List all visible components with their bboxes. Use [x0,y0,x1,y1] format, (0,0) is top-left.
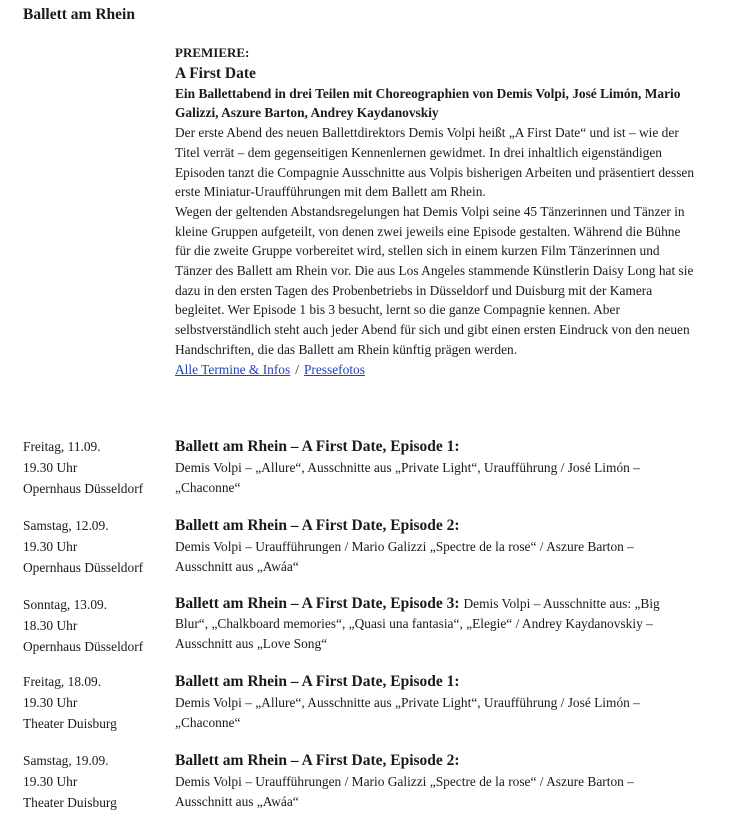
premiere-subtitle: Ein Ballettabend in drei Teilen mit Choreographien von Demis Volpi, José Limón, Mario Galizzi, Aszure Barton, Andrey Kaydanovskiy [175,85,681,121]
event-venue: Opernhaus Düsseldorf [23,639,144,654]
premiere-paragraph-2: Wegen der geltenden Abstandsregelungen hat Demis Volpi seine 45 Tänzerinnen und Tänzer in kleine Gruppen aufgeteilt, von denen zwei jeweils eine Episode gestalten. Während die Bühne für die zweite Gruppe vorbereitet wird, stellen sich in einem kurzen Film Tänzerinnen und Tänzer des Ballett am Rhein vor. Die aus Los Angeles stammende Künstlerin Daisy Long hat sie dazu in den ersten Tagen des Probenbetriebs in Düsseldorf und Duisburg mit der Kamera begleitet. Wer Episode 1 bis 3 besucht, lernt so die ganze Compagnie kennen. Aber selbstverständlich steht auch jeder Abend für sich und gibt einen ersten Eindruck von den neuen Handschriften, die das Ballett am Rhein künftig prägen werden. [175,203,694,357]
event-when [23,750,173,813]
event-date: Samstag, 19.09. [23,753,109,768]
event-title: Ballett am Rhein – A First Date, Episode 3: [175,595,464,612]
premiere-label: PREMIERE: [175,45,250,60]
event-title: Ballett am Rhein – A First Date, Episode 2: [175,752,460,769]
link-pressefotos[interactable]: Pressefotos [303,361,365,377]
event-date: Sonntag, 13.09. [23,597,108,612]
event-details [175,515,665,577]
event-description: Demis Volpi – Uraufführungen / Mario Galizzi „Spectre de la rose“ / Aszure Barton – Ausschnitt aus „Awáa“ [175,774,634,809]
event-time: 19.30 Uhr [23,539,78,554]
event-date: Freitag, 18.09. [23,674,102,689]
event-venue: Opernhaus Düsseldorf [23,481,144,496]
event-description: Demis Volpi – Uraufführungen / Mario Galizzi „Spectre de la rose“ / Aszure Barton – Ausschnitt aus „Awáa“ [175,539,634,574]
link-separator: / [295,361,299,377]
event-when [23,594,173,657]
event-description: Demis Volpi – „Allure“, Ausschnitte aus „Private Light“, Uraufführung / José Limón – „Chaconne“ [175,460,640,495]
event-time: 18.30 Uhr [23,618,78,633]
event-venue: Theater Duisburg [23,795,117,810]
event-time: 19.30 Uhr [23,695,78,710]
event-time: 19.30 Uhr [23,460,78,475]
link-alle-termine[interactable]: Alle Termine & Infos [175,361,291,377]
event-details [175,436,665,498]
event-when [23,515,173,578]
event-venue: Opernhaus Düsseldorf [23,560,144,575]
event-description: Demis Volpi – Ausschnitte aus: „Big Blur“, „Chalkboard memories“, „Quasi una fantasia“, „Elegie“ / Andrey Kaydanovskiy – Ausschnitt aus „Love Song“ [175,596,660,651]
premiere-paragraph-1: Der erste Abend des neuen Ballettdirektors Demis Volpi heißt „A First Date“ und ist – wie der Titel verrät – dem gegenseitigen Kennenlernen gewidmet. In drei inhaltlich eigenständigen Episoden tanzt die Compagnie Ausschnitte aus Volpis bisherigen Arbeiten und präsentiert dessen erste Miniatur-Uraufführungen mit dem Ballett am Rhein. [175,125,695,200]
event-title: Ballett am Rhein – A First Date, Episode 1: [175,673,460,690]
page-title: Ballett am Rhein [23,6,135,23]
event-when [23,436,173,499]
event-details [175,594,665,654]
event-description: Demis Volpi – „Allure“, Ausschnitte aus „Private Light“, Uraufführung / José Limón – „Chaconne“ [175,695,640,730]
event-venue: Theater Duisburg [23,716,117,731]
event-details [175,750,665,812]
event-date: Samstag, 12.09. [23,518,109,533]
event-time: 19.30 Uhr [23,774,78,789]
premiere-title: A First Date [175,64,256,82]
event-title: Ballett am Rhein – A First Date, Episode 1: [175,438,460,455]
event-date: Freitag, 11.09. [23,439,101,454]
event-when [23,671,173,734]
premiere-links [175,360,695,380]
premiere-section [175,43,695,379]
event-title: Ballett am Rhein – A First Date, Episode 2: [175,517,460,534]
event-details [175,671,665,733]
